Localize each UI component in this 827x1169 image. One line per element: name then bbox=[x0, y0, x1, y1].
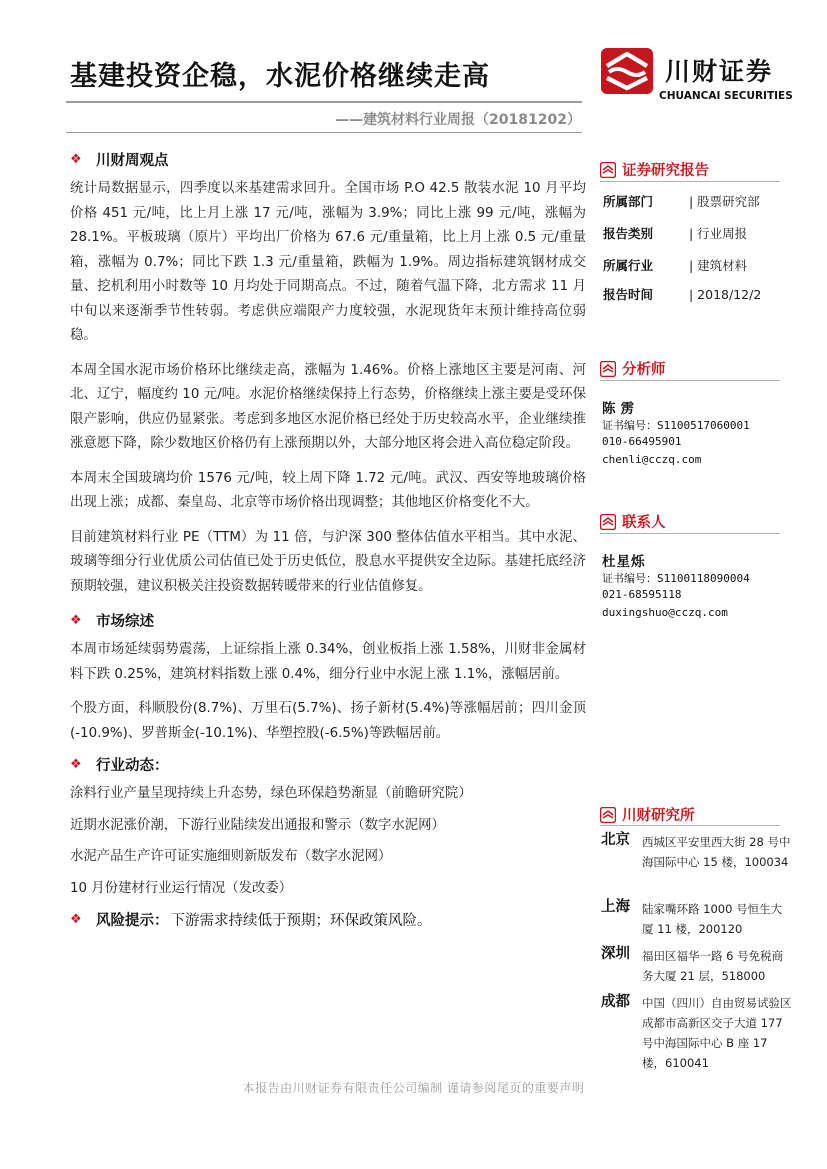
viewpoint-paragraph: 统计局数据显示，四季度以来基建需求回升。全国市场 P.O 42.5 散装水泥 10 月平均价格 451 元/吨，比上月上涨 17 元/吨，涨幅为 3.9%；同比上涨 99 元/吨，涨幅为 28.1%。平板玻璃（原片）平均出厂价格为 67.6 元/重量箱，比上月上涨 0.5 元/重量箱，涨幅为 0.7%；同比下跌 1.3 元/重量箱，跌幅为 1.9%。周边指标建筑钢材成交量、挖机利用小时数等 10 月均处于同期高点。不过，随着气温下降，北方需求 11 月中旬以来逐渐季节性转弱。考虑供应端限产力度较强，水泥现货年末预计维持高位弱稳。 bbox=[70, 181, 586, 343]
info-key: 报告类别 bbox=[603, 226, 654, 241]
contact-phone: 021-68595118 bbox=[602, 588, 682, 601]
diamond-bullet-icon: ❖ bbox=[70, 612, 82, 628]
sidebar-divider bbox=[600, 825, 780, 826]
industry-news-item: 近期水泥涨价潮，下游行业陆续发出通报和警示（数字水泥网） bbox=[70, 817, 445, 833]
report-logo-icon bbox=[600, 807, 616, 823]
section-heading-industry bbox=[70, 753, 586, 775]
office-address-chengdu: 中国（四川）自由贸易试验区成都市高新区交子大道 177 号中海国际中心 B 座 17 楼，610041 bbox=[642, 996, 792, 1070]
diamond-bullet-icon: ❖ bbox=[70, 151, 82, 167]
page-footer-disclaimer: 本报告由川财证券有限责任公司编制 谨请参阅尾页的重要声明 bbox=[242, 1081, 585, 1095]
analyst-phone: 010-66495901 bbox=[602, 435, 682, 448]
contact-cert: 证书编号：S1100118090004 bbox=[602, 572, 750, 585]
market-paragraph: 个股方面，科顺股份(8.7%)、万里石(5.7%)、扬子新材(5.4%)等涨幅居前；四川金顶(-10.9%)、罗普斯金(-10.1%)、华塑控股(-6.5%)等跌幅居前。 bbox=[70, 701, 586, 741]
section-risk bbox=[70, 908, 586, 930]
report-logo-icon bbox=[600, 361, 616, 377]
industry-news-item: 水泥产品生产许可证实施细则新版发布（数字水泥网） bbox=[70, 849, 392, 864]
viewpoint-paragraph: 目前建筑材料行业 PE（TTM）为 11 倍，与沪深 300 整体估值水平相当。其中水泥、玻璃等细分行业优质公司估值已处于历史低位，股息水平提供安全边际。基建托底经济预期较强，建议积极关注投资数据转暖带来的行业估值修复。 bbox=[70, 529, 586, 594]
sidebar-heading-text: 分析师 bbox=[622, 362, 666, 378]
info-value: | 建筑材料 bbox=[689, 258, 748, 273]
office-city-beijing: 北京 bbox=[601, 832, 630, 848]
analyst-email[interactable]: chenli@cczq.com bbox=[602, 453, 702, 466]
section-heading-text: 市场综述 bbox=[96, 613, 154, 630]
contact-email[interactable]: duxingshuo@cczq.com bbox=[602, 606, 728, 619]
chuancai-logo-icon bbox=[601, 48, 653, 94]
viewpoint-paragraph: 本周末全国玻璃均价 1576 元/吨，较上周下降 1.72 元/吨。武汉、西安等地玻璃价格出现上涨；成都、秦皇岛、北京等市场价格出现调整；其他地区价格变化不大。 bbox=[70, 470, 586, 510]
subtitle-divider bbox=[66, 132, 582, 133]
industry-news-item: 10 月份建材行业运行情况（发改委） bbox=[70, 880, 293, 896]
section-heading-viewpoint bbox=[70, 148, 586, 170]
sidebar-heading-text: 川财研究所 bbox=[622, 808, 695, 824]
industry-news-item: 涂料行业产量呈现持续上升态势，绿色环保趋势渐显（前瞻研究院） bbox=[70, 786, 472, 801]
info-value: | 行业周报 bbox=[689, 226, 748, 241]
office-address-beijing: 西城区平安里西大街 28 号中海国际中心 15 楼，100034 bbox=[642, 835, 791, 869]
section-heading-market bbox=[70, 609, 586, 631]
sidebar-divider bbox=[600, 533, 780, 534]
market-paragraph: 本周市场延续弱势震荡，上证综指上涨 0.34%，创业板指上涨 1.58%，川财非金属材料下跌 0.25%，建筑材料指数上涨 0.4%，细分行业中水泥上涨 1.1%，涨幅居前。 bbox=[70, 642, 586, 682]
info-key: 所属部门 bbox=[603, 194, 654, 209]
report-logo-icon bbox=[600, 162, 616, 178]
office-city-shenzhen: 深圳 bbox=[601, 946, 630, 962]
analyst-cert: 证书编号：S1100517060001 bbox=[602, 419, 750, 432]
info-row-category bbox=[603, 224, 747, 242]
info-value: | 2018/12/2 bbox=[689, 287, 762, 302]
risk-text: 下游需求持续低于预期；环保政策风险。 bbox=[170, 912, 432, 929]
report-title: 基建投资企稳，水泥价格继续走高 bbox=[70, 61, 490, 92]
info-row-industry bbox=[603, 256, 747, 274]
sidebar-heading-text: 联系人 bbox=[622, 515, 666, 531]
logo-english: CHUANCAI SECURITIES bbox=[659, 90, 793, 102]
info-row-date bbox=[603, 285, 761, 303]
diamond-bullet-icon: ❖ bbox=[70, 911, 82, 927]
section-heading-text: 行业动态： bbox=[96, 757, 169, 774]
sidebar-divider bbox=[600, 380, 780, 381]
analyst-name: 陈雳 bbox=[602, 401, 639, 417]
office-address-shenzhen: 福田区福华一路 6 号免税商务大厦 21 层，518000 bbox=[642, 949, 784, 983]
report-subtitle: ——建筑材料行业周报（20181202） bbox=[335, 112, 581, 128]
info-key: 所属行业 bbox=[603, 258, 654, 273]
report-logo-icon bbox=[600, 514, 616, 530]
sidebar-heading-text: 证券研究报告 bbox=[622, 163, 709, 179]
sidebar-heading-analyst bbox=[600, 358, 666, 379]
sidebar-heading-report bbox=[600, 159, 709, 180]
sidebar-divider bbox=[600, 181, 780, 182]
office-city-shanghai: 上海 bbox=[601, 899, 630, 915]
info-value: | 股票研究部 bbox=[689, 194, 760, 209]
office-city-chengdu: 成都 bbox=[601, 994, 630, 1010]
title-divider bbox=[66, 101, 582, 103]
info-key: 报告时间 bbox=[603, 287, 654, 302]
main-content bbox=[70, 148, 586, 930]
sidebar-heading-institute bbox=[600, 804, 695, 825]
viewpoint-paragraph: 本周全国水泥市场价格环比继续走高，涨幅为 1.46%。价格上涨地区主要是河南、河北、辽宁，幅度约 10 元/吨。水泥价格继续保持上行态势，价格继续上涨主要是受环保限产影响，供应仍显紧张。考虑到多地区水泥价格已经处于历史较高水平，企业继续推涨意愿下降，除少数地区价格仍有上涨预期以外，大部分地区将会进入高位稳定阶段。 bbox=[70, 362, 586, 451]
office-address-shanghai: 陆家嘴环路 1000 号恒生大厦 11 楼，200120 bbox=[642, 902, 783, 936]
logo-name: 川财证券 bbox=[665, 57, 774, 86]
contact-name: 杜星烁 bbox=[602, 554, 646, 570]
info-row-department bbox=[603, 192, 760, 210]
section-heading-text: 川财周观点 bbox=[96, 152, 169, 169]
diamond-bullet-icon: ❖ bbox=[70, 756, 82, 772]
risk-label: 风险提示： bbox=[96, 912, 169, 929]
sidebar-heading-contact bbox=[600, 511, 666, 532]
